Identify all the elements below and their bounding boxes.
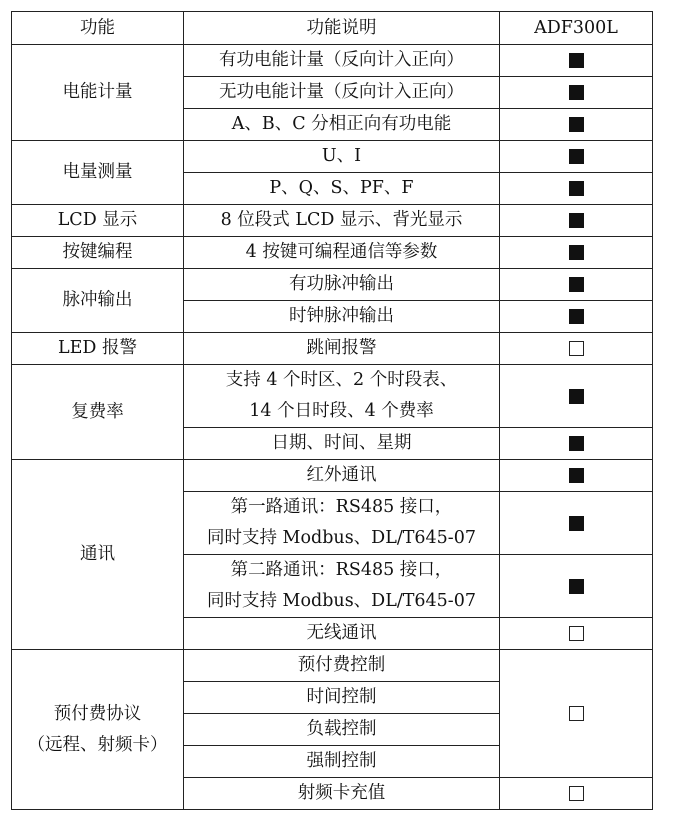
description-cell: A、B、C 分相正向有功电能	[184, 109, 500, 141]
table-row	[12, 269, 653, 301]
description-line: 支持 4 个时区、2 个时段表、	[225, 370, 458, 390]
function-communication: 通讯	[12, 460, 184, 650]
description-cell	[184, 365, 500, 428]
function-key-programming: 按键编程	[12, 237, 184, 269]
table-header-row	[12, 12, 653, 45]
support-cell	[500, 650, 653, 778]
function-energy-metering: 电能计量	[12, 45, 184, 141]
supported-square-icon	[569, 85, 584, 100]
table-row	[12, 141, 653, 173]
supported-square-icon	[569, 213, 584, 228]
supported-square-icon	[569, 516, 584, 531]
supported-square-icon	[569, 309, 584, 324]
supported-square-icon	[569, 389, 584, 404]
description-cell: 日期、时间、星期	[184, 428, 500, 460]
table-row	[12, 650, 653, 682]
supported-square-icon	[569, 53, 584, 68]
header-model: ADF300L	[500, 12, 653, 45]
support-cell	[500, 173, 653, 205]
description-cell: 无功电能计量（反向计入正向）	[184, 77, 500, 109]
description-line: 第二路通讯：RS485 接口，	[230, 560, 453, 580]
support-cell	[500, 618, 653, 650]
description-cell: 射频卡充值	[184, 778, 500, 810]
supported-square-icon	[569, 579, 584, 594]
feature-spec-table	[11, 11, 653, 810]
supported-square-icon	[569, 149, 584, 164]
support-cell	[500, 269, 653, 301]
function-pulse-output: 脉冲输出	[12, 269, 184, 333]
description-line: 同时支持 Modbus、DL/T645-07	[207, 528, 476, 548]
description-cell: 预付费控制	[184, 650, 500, 682]
description-cell: 有功电能计量（反向计入正向）	[184, 45, 500, 77]
header-description: 功能说明	[184, 12, 500, 45]
function-led-alarm: LED 报警	[12, 333, 184, 365]
supported-square-icon	[569, 245, 584, 260]
description-cell: 无线通讯	[184, 618, 500, 650]
function-multi-tariff: 复费率	[12, 365, 184, 460]
function-measurement: 电量测量	[12, 141, 184, 205]
support-cell	[500, 109, 653, 141]
description-cell: 时间控制	[184, 682, 500, 714]
supported-square-icon	[569, 181, 584, 196]
description-cell: U、I	[184, 141, 500, 173]
description-cell	[184, 492, 500, 555]
supported-square-icon	[569, 117, 584, 132]
description-cell: 负载控制	[184, 714, 500, 746]
support-cell	[500, 205, 653, 237]
support-cell	[500, 237, 653, 269]
description-line: 第一路通讯：RS485 接口，	[230, 497, 453, 517]
table-row	[12, 237, 653, 269]
table-row	[12, 45, 653, 77]
description-line: 同时支持 Modbus、DL/T645-07	[207, 591, 476, 611]
optional-square-icon	[569, 626, 584, 641]
table-row	[12, 460, 653, 492]
support-cell	[500, 77, 653, 109]
support-cell	[500, 428, 653, 460]
description-cell: 跳闸报警	[184, 333, 500, 365]
description-cell	[184, 555, 500, 618]
function-line: （远程、射频卡）	[27, 734, 168, 755]
table-row	[12, 205, 653, 237]
optional-square-icon	[569, 341, 584, 356]
support-cell	[500, 333, 653, 365]
supported-square-icon	[569, 436, 584, 451]
support-cell	[500, 365, 653, 428]
support-cell	[500, 555, 653, 618]
support-cell	[500, 301, 653, 333]
description-cell: 强制控制	[184, 746, 500, 778]
header-function: 功能	[12, 12, 184, 45]
table-row	[12, 365, 653, 428]
description-cell: P、Q、S、PF、F	[184, 173, 500, 205]
support-cell	[500, 45, 653, 77]
description-cell: 时钟脉冲输出	[184, 301, 500, 333]
optional-square-icon	[569, 786, 584, 801]
description-cell: 8 位段式 LCD 显示、背光显示	[184, 205, 500, 237]
description-cell: 4 按键可编程通信等参数	[184, 237, 500, 269]
function-prepayment-protocol	[12, 650, 184, 810]
function-lcd-display: LCD 显示	[12, 205, 184, 237]
description-cell: 有功脉冲输出	[184, 269, 500, 301]
description-cell: 红外通讯	[184, 460, 500, 492]
support-cell	[500, 492, 653, 555]
support-cell	[500, 141, 653, 173]
supported-square-icon	[569, 468, 584, 483]
function-line: 预付费协议	[53, 703, 142, 724]
optional-square-icon	[569, 706, 584, 721]
support-cell	[500, 460, 653, 492]
description-line: 14 个日时段、4 个费率	[249, 401, 434, 421]
support-cell	[500, 778, 653, 810]
table-row	[12, 333, 653, 365]
supported-square-icon	[569, 277, 584, 292]
